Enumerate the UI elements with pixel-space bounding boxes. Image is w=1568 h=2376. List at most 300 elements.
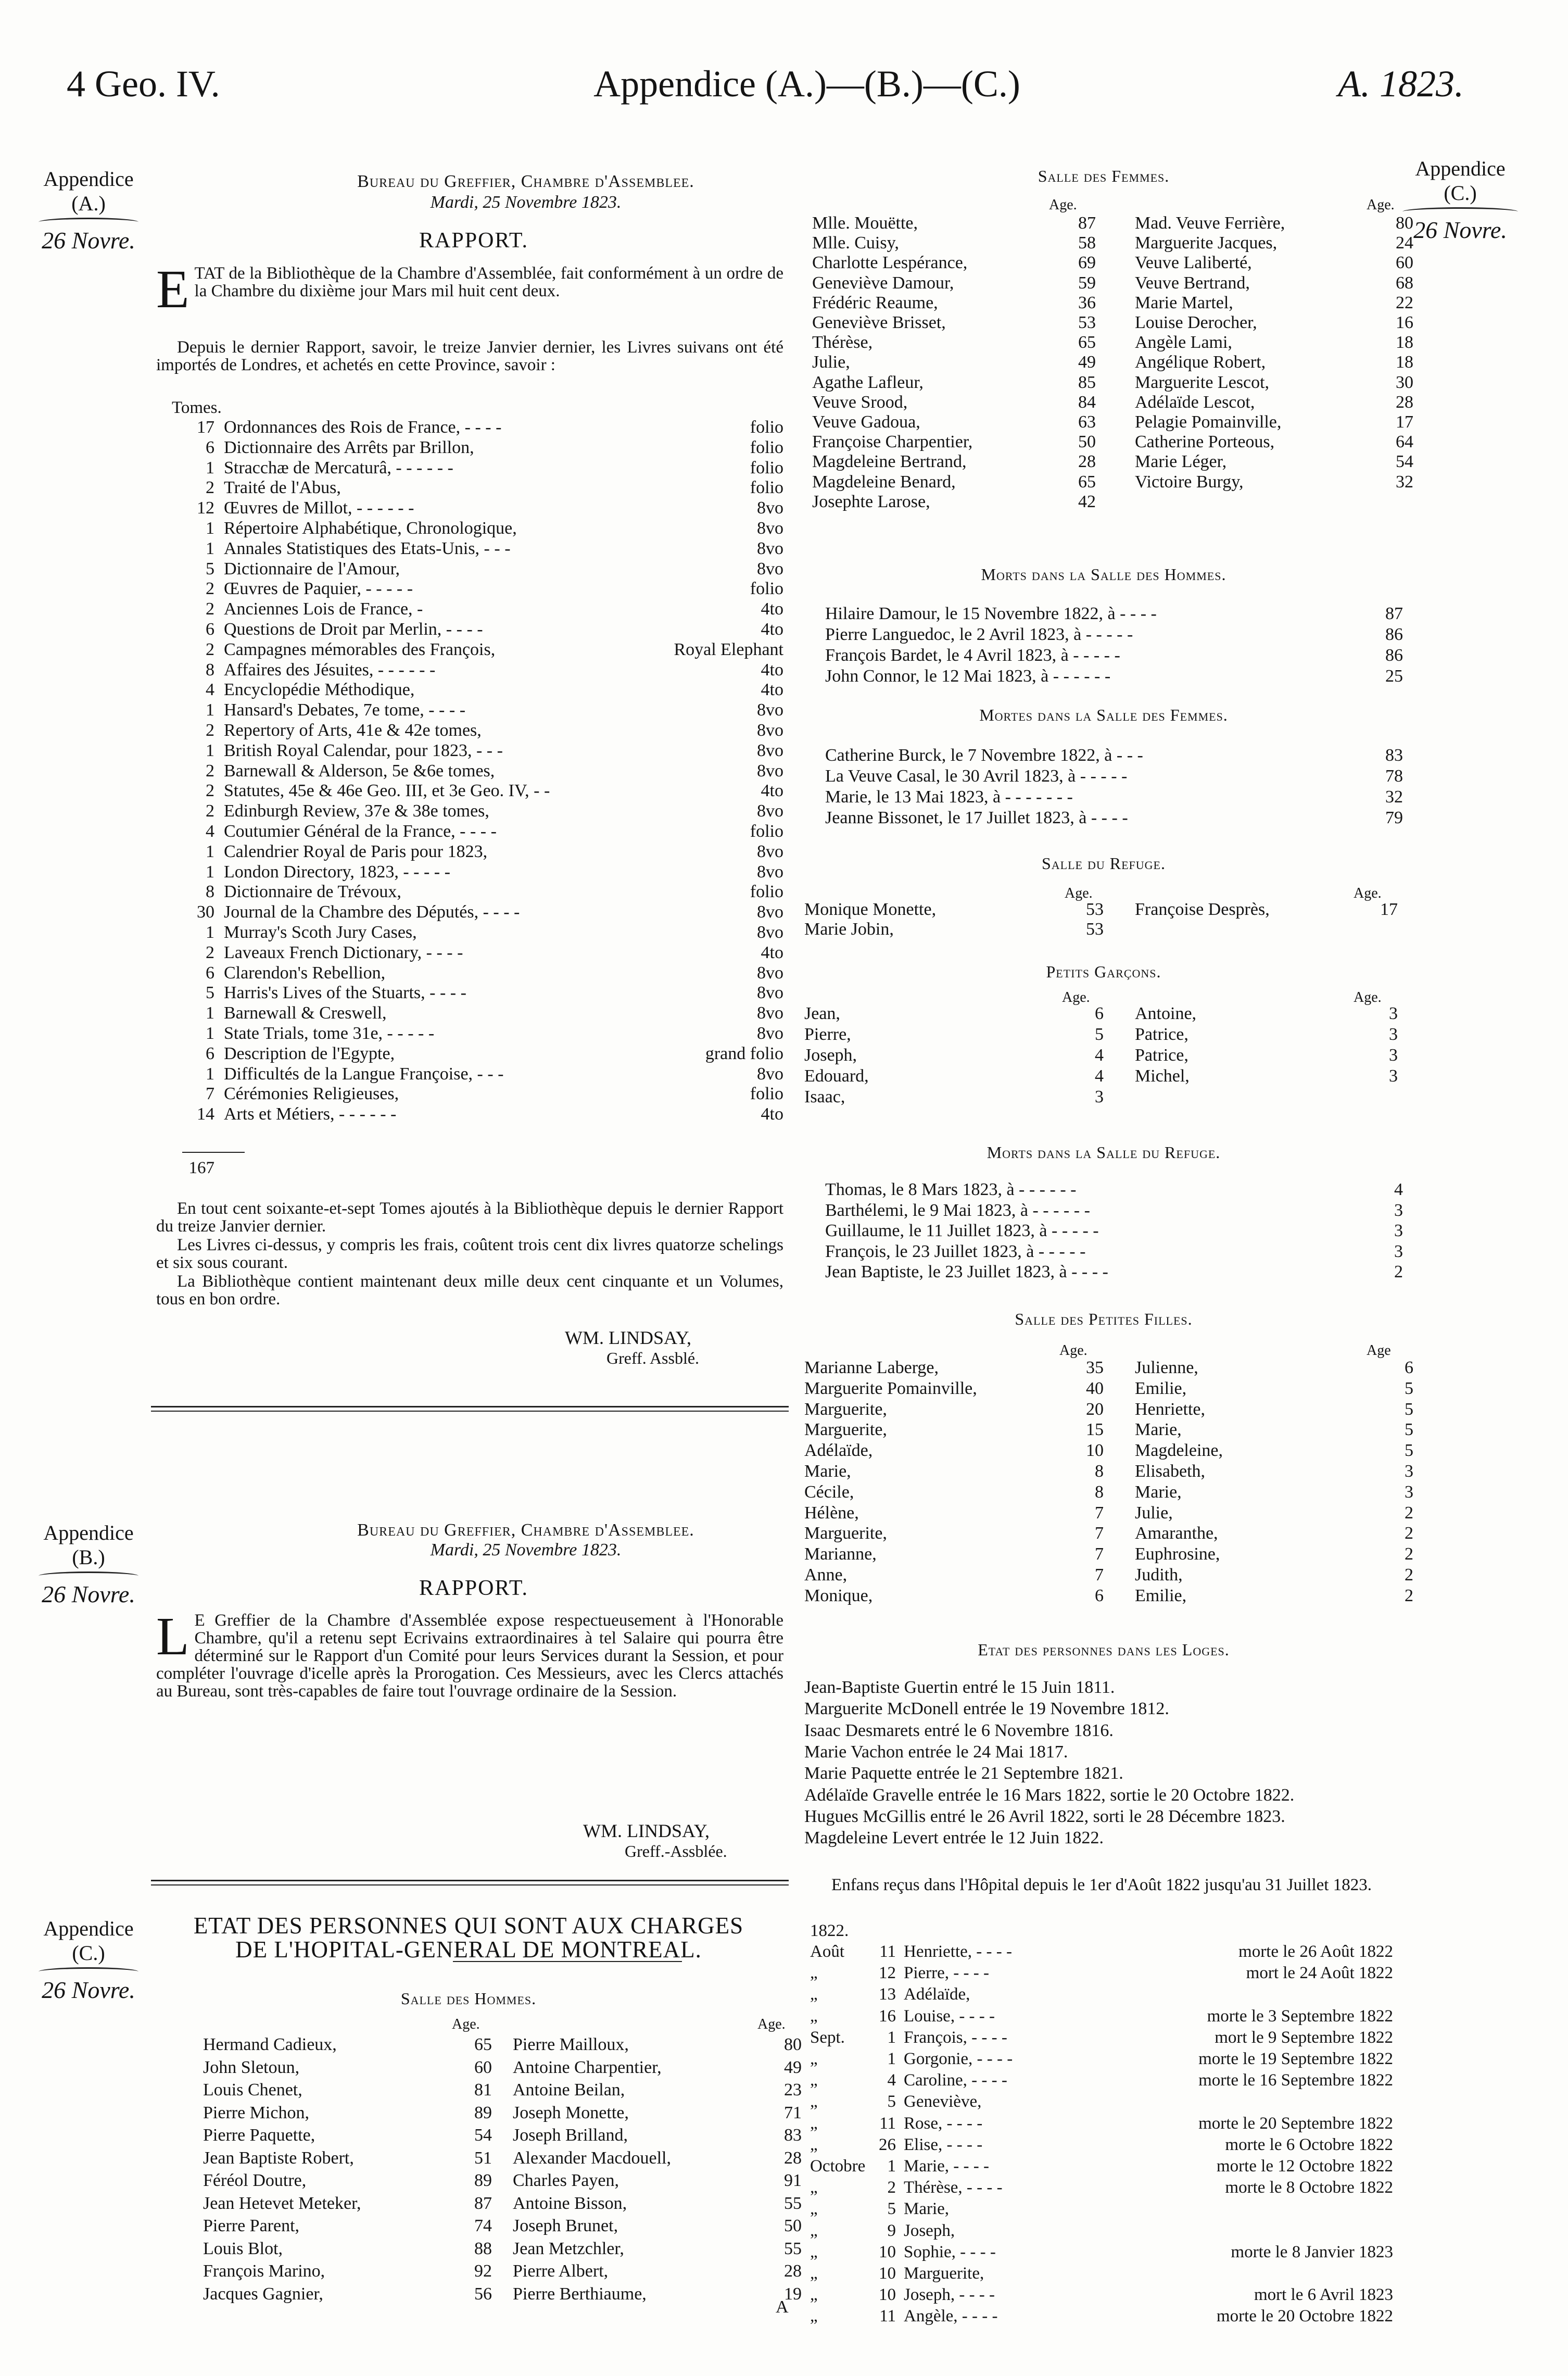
roster-entry	[513, 2148, 802, 2168]
person-age: 10	[1086, 1441, 1104, 1461]
person-age: 80	[784, 2035, 802, 2054]
book-title: British Royal Calendar, pour 1823, - - -	[224, 740, 503, 760]
child-outcome: mort le 6 Avril 1823	[1254, 2285, 1393, 2305]
margin-note-appendix-c-right	[1395, 156, 1525, 244]
loge-entry: Adélaïde Gravelle entrée le 16 Mars 1822, sortie le 20 Octobre 1822.	[804, 1785, 1295, 1805]
enfans-heading: Enfans reçus dans l'Hôpital depuis le 1er d'Août 1822 jusqu'au 31 Juillet 1823.	[831, 1876, 1372, 1894]
person-age: 3	[1405, 1482, 1413, 1502]
roster-entry	[804, 1004, 1104, 1023]
person-name: Victoire Burgy,	[1135, 472, 1244, 492]
person-age: 5	[1095, 1025, 1104, 1044]
person-age: 53	[1086, 900, 1104, 919]
book-row	[182, 478, 783, 498]
person-name: Patrice,	[1135, 1025, 1188, 1044]
person-name: Veuve Gadoua,	[812, 412, 920, 432]
death-entry	[825, 808, 1403, 827]
person-age: 19	[784, 2284, 802, 2304]
book-format: 4to	[761, 942, 783, 962]
person-age: 89	[474, 2171, 492, 2190]
enfant-entry	[810, 2243, 1393, 2264]
person-name: Marie,	[1135, 1420, 1182, 1440]
entry-month: „	[810, 2264, 818, 2283]
roster-entry	[513, 2194, 802, 2213]
person-age: 3	[1405, 1462, 1413, 1481]
book-format: 8vo	[757, 1024, 783, 1043]
book-volume-count: 1	[206, 740, 214, 760]
book-volume-count: 2	[206, 639, 214, 659]
person-age: 55	[784, 2193, 802, 2213]
roster-entry	[812, 333, 1096, 352]
roster-entry	[812, 253, 1096, 272]
person-name: Charles Payen,	[513, 2171, 619, 2190]
total-rule	[182, 1152, 245, 1153]
child-outcome: mort le 9 Septembre 1822	[1215, 2028, 1393, 2047]
enfant-entry	[810, 2028, 1393, 2050]
age-header: Age.	[757, 2016, 786, 2032]
person-name: Monique,	[804, 1586, 873, 1605]
roster-entry	[203, 2216, 492, 2235]
person-name: Mlle. Mouëtte,	[812, 213, 918, 233]
book-title: Murray's Scoth Jury Cases,	[224, 923, 417, 942]
age-header: Age.	[1354, 885, 1382, 901]
child-name: Marie,	[904, 2199, 950, 2219]
person-age: 2	[1405, 1544, 1413, 1564]
roster-entry	[203, 2103, 492, 2122]
person-age: 3	[1389, 1046, 1398, 1065]
roster-entry	[513, 2126, 802, 2145]
enfant-entry	[810, 2071, 1393, 2092]
person-name: Adélaïde,	[804, 1441, 873, 1461]
child-name: Sophie, - - - -	[904, 2242, 996, 2261]
person-name: Marianne,	[804, 1544, 877, 1564]
book-format: 8vo	[757, 700, 783, 720]
book-title: Coutumier Général de la France, - - - -	[224, 822, 497, 841]
death-record: Jeanne Bissonet, le 17 Juillet 1823, à - - - -	[825, 808, 1128, 827]
book-volume-count: 1	[206, 538, 214, 558]
roster-entry	[1135, 1004, 1398, 1023]
enfant-entry	[810, 2114, 1393, 2135]
roster-entry	[1135, 1544, 1413, 1564]
age-header: Age.	[452, 2016, 480, 2032]
book-title: Ordonnances des Rois de France, - - - -	[224, 418, 502, 437]
loge-entry: Hugues McGillis entré le 26 Avril 1822, sorti le 28 Décembre 1823.	[804, 1806, 1285, 1826]
child-name: Marguerite,	[904, 2264, 984, 2283]
person-age: 87	[474, 2193, 492, 2213]
book-title: London Directory, 1823, - - - - -	[224, 862, 450, 882]
entry-month: „	[810, 1985, 818, 2004]
child-outcome: morte le 16 Septembre 1822	[1198, 2071, 1393, 2090]
roster-entry	[1135, 393, 1413, 412]
morts-refuge-heading: Morts dans la Salle du Refuge.	[987, 1143, 1221, 1162]
roster-entry	[203, 2148, 492, 2168]
book-row	[182, 943, 783, 963]
section-a-title: RAPPORT.	[419, 229, 528, 253]
roster-entry	[513, 2058, 802, 2077]
book-row	[182, 599, 783, 619]
roster-entry	[1135, 1025, 1398, 1044]
death-entry	[825, 746, 1403, 765]
child-outcome: morte le 8 Octobre 1822	[1225, 2178, 1393, 2197]
person-age: 69	[1078, 253, 1096, 273]
person-name: Monique Monette,	[804, 900, 937, 919]
book-volume-count: 1	[206, 700, 214, 720]
death-entry	[825, 625, 1403, 644]
book-title: Dictionnaire de l'Amour,	[224, 559, 400, 579]
entry-day: 1	[887, 2157, 896, 2176]
book-row	[182, 741, 783, 761]
person-age: 2	[1405, 1565, 1413, 1585]
book-format: 8vo	[757, 519, 783, 538]
book-format: 4to	[761, 599, 783, 619]
death-record: Marie, le 13 Mai 1823, à - - - - - - -	[825, 787, 1073, 807]
age-at-death: 4	[1394, 1180, 1403, 1199]
roster-entry	[1135, 1358, 1413, 1377]
roster-entry	[203, 2261, 492, 2281]
person-age: 50	[1078, 432, 1096, 452]
enfant-entry	[810, 2135, 1393, 2157]
roster-entry	[203, 2126, 492, 2145]
roster-entry	[804, 1503, 1104, 1523]
brace-mark	[39, 1572, 138, 1580]
person-age: 4	[1095, 1066, 1104, 1086]
entry-day: 11	[879, 2307, 896, 2326]
book-volume-count: 1	[206, 923, 214, 942]
person-name: Marguerite Pomainville,	[804, 1378, 977, 1398]
book-title: Repertory of Arts, 41e & 42e tomes,	[224, 721, 482, 740]
roster-entry	[513, 2171, 802, 2190]
person-age: 15	[1086, 1420, 1104, 1440]
person-age: 60	[474, 2057, 492, 2077]
person-age: 65	[1078, 472, 1096, 492]
book-volume-count: 2	[206, 579, 214, 599]
roster-entry	[804, 900, 1104, 919]
intro-text: E Greffier de la Chambre d'Assemblée expose respectueusement à l'Honorable Chambre, qu'il a retenu sept Ecrivains extraordinaires à tel Salaire qui pourra être déterminé sur le Rapport d'un Comité pour leurs Services durant la Session, et pour compléter l'ouvrage d'icelle après la Prorogation. Ces Messieurs, avec les Clercs attachés au Bureau, sont très-capables de faire tout l'ouvrage ordinaire de la Session.	[156, 1611, 783, 1701]
child-name: Thérèse, - - - -	[904, 2178, 1003, 2197]
age-at-death: 2	[1394, 1262, 1403, 1281]
person-name: Henriette,	[1135, 1399, 1205, 1419]
child-name: Henriette, - - - -	[904, 1942, 1012, 1961]
person-name: Frédéric Reaume,	[812, 293, 938, 312]
age-at-death: 78	[1385, 766, 1403, 786]
person-name: Veuve Srood,	[812, 392, 908, 412]
roster-entry	[804, 1565, 1104, 1585]
roster-entry	[1135, 432, 1413, 451]
section-b-signature-title: Greff.-Assblée.	[625, 1842, 727, 1860]
person-age: 7	[1095, 1544, 1104, 1564]
age-at-death: 83	[1385, 746, 1403, 765]
entry-day: 26	[879, 2135, 896, 2154]
book-format: 8vo	[757, 841, 783, 861]
book-format: folio	[750, 822, 783, 841]
roster-entry	[812, 472, 1096, 492]
brace-mark	[1402, 207, 1518, 216]
roster-entry	[804, 1400, 1104, 1419]
enfant-entry	[810, 2050, 1393, 2071]
child-name: Marie, - - - -	[904, 2157, 990, 2176]
person-age: 91	[784, 2171, 802, 2190]
book-row	[182, 801, 783, 821]
entry-month: „	[810, 2135, 818, 2154]
book-row	[182, 640, 783, 660]
roster-entry	[804, 1358, 1104, 1377]
person-age: 7	[1095, 1503, 1104, 1523]
person-name: Michel,	[1135, 1066, 1190, 1086]
person-age: 60	[1396, 253, 1413, 273]
book-format: 8vo	[757, 721, 783, 740]
person-age: 74	[474, 2216, 492, 2235]
margin-label: Appendice	[43, 1917, 134, 1940]
person-age: 2	[1405, 1586, 1413, 1605]
loge-entry: Isaac Desmarets entré le 6 Novembre 1816.	[804, 1720, 1114, 1740]
book-row	[182, 882, 783, 902]
person-name: Emilie,	[1135, 1586, 1187, 1605]
loge-entry: Marie Paquette entrée le 21 Septembre 1821.	[804, 1764, 1123, 1783]
roster-entry	[1135, 273, 1413, 293]
book-row	[182, 700, 783, 720]
person-name: Geneviève Damour,	[812, 273, 954, 293]
person-age: 23	[784, 2080, 802, 2100]
death-record: Catherine Burck, le 7 Novembre 1822, à - - -	[825, 746, 1143, 765]
book-format: 8vo	[757, 983, 783, 1003]
book-format: 8vo	[757, 740, 783, 760]
book-row	[182, 842, 783, 862]
person-age: 65	[474, 2035, 492, 2054]
roster-entry	[1135, 1066, 1398, 1086]
book-row	[182, 781, 783, 801]
person-name: Julienne,	[1135, 1358, 1198, 1377]
person-age: 80	[1396, 213, 1413, 233]
person-name: Mlle. Cuisy,	[812, 233, 899, 253]
roster-entry	[1135, 233, 1413, 253]
person-age: 3	[1389, 1066, 1398, 1086]
section-divider	[151, 1406, 789, 1407]
entry-day: 4	[887, 2071, 896, 2090]
enfant-entry	[810, 2157, 1393, 2178]
person-name: Marie Martel,	[1135, 293, 1233, 312]
entry-month: „	[810, 2071, 818, 2090]
margin-date: 26 Novre.	[42, 1581, 135, 1607]
entry-month: „	[810, 2242, 818, 2261]
person-age: 28	[784, 2261, 802, 2281]
death-entry	[825, 766, 1403, 786]
person-age: 30	[1396, 372, 1413, 392]
death-record: François, le 23 Juillet 1823, à - - - - -	[825, 1241, 1086, 1261]
entry-day: 2	[887, 2178, 896, 2197]
person-age: 18	[1396, 333, 1413, 353]
person-age: 5	[1405, 1441, 1413, 1461]
book-row	[182, 519, 783, 538]
roster-entry	[513, 2216, 802, 2235]
age-at-death: 79	[1385, 808, 1403, 827]
enfant-entry	[810, 1942, 1393, 1964]
person-name: Antoine,	[1135, 1004, 1197, 1023]
roster-entry	[812, 412, 1096, 432]
person-name: Julie,	[1135, 1503, 1173, 1523]
entry-month: „	[810, 2285, 818, 2305]
book-title: Harris's Lives of the Stuarts, - - - -	[224, 983, 466, 1003]
enfant-entry	[810, 2307, 1393, 2328]
death-entry	[825, 1242, 1403, 1261]
enfant-entry	[810, 1985, 1393, 2006]
person-age: 68	[1396, 273, 1413, 293]
roster-entry	[812, 273, 1096, 293]
book-format: 8vo	[757, 559, 783, 579]
child-outcome: morte le 6 Octobre 1822	[1225, 2135, 1393, 2154]
person-name: Marie Jobin,	[804, 920, 894, 939]
book-volume-count: 2	[206, 781, 214, 801]
book-volume-count: 12	[197, 498, 214, 518]
book-row	[182, 1044, 783, 1064]
book-volume-count: 14	[197, 1104, 214, 1124]
roster-entry	[513, 2080, 802, 2100]
person-name: Pierre,	[804, 1025, 851, 1044]
book-row	[182, 983, 783, 1003]
age-at-death: 3	[1394, 1221, 1403, 1240]
person-name: Emilie,	[1135, 1378, 1187, 1398]
book-format: 8vo	[757, 538, 783, 558]
entry-day: 16	[879, 2006, 896, 2026]
person-age: 6	[1095, 1586, 1104, 1605]
roster-entry	[804, 1462, 1104, 1481]
age-at-death: 86	[1385, 625, 1403, 644]
loge-entry: Marie Vachon entrée le 24 Mai 1817.	[804, 1742, 1068, 1762]
book-row	[182, 1024, 783, 1044]
book-volume-count: 8	[206, 660, 214, 680]
book-row	[182, 438, 783, 458]
intro-text: TAT de la Bibliothèque de la Chambre d'Assemblée, fait conformément à un ordre de la Chambre du dixième jour Mars mil huit cent deux.	[194, 264, 783, 300]
person-age: 88	[474, 2239, 492, 2258]
child-outcome: morte le 12 Octobre 1822	[1216, 2157, 1393, 2176]
roster-entry	[513, 2261, 802, 2281]
person-age: 65	[1078, 333, 1096, 353]
death-entry	[825, 1201, 1403, 1220]
person-name: Agathe Lafleur,	[812, 372, 924, 392]
book-row	[182, 1064, 783, 1084]
book-title: Barnewall & Creswell,	[224, 1003, 387, 1023]
person-name: Cécile,	[804, 1482, 854, 1502]
book-volume-count: 2	[206, 761, 214, 781]
book-row	[182, 660, 783, 680]
death-entry	[825, 1180, 1403, 1199]
person-age: 63	[1078, 412, 1096, 432]
entry-day: 11	[879, 1942, 896, 1961]
roster-entry	[812, 452, 1096, 471]
book-format: 8vo	[757, 902, 783, 922]
book-title: Arts et Métiers, - - - - - -	[224, 1104, 397, 1124]
person-age: 84	[1078, 392, 1096, 412]
roster-entry	[513, 2035, 802, 2054]
section-a-signature-title: Greff. Assblé.	[606, 1349, 700, 1367]
person-age: 49	[1078, 353, 1096, 372]
person-name: Thérèse,	[812, 333, 873, 353]
roster-entry	[804, 920, 1104, 939]
death-record: Pierre Languedoc, le 2 Avril 1823, à - - - - -	[825, 625, 1133, 644]
roster-entry	[804, 1066, 1104, 1086]
book-row	[182, 822, 783, 841]
person-name: Edouard,	[804, 1066, 869, 1086]
book-volume-count: 5	[206, 559, 214, 579]
book-format: Royal Elephant	[674, 639, 783, 659]
person-name: Pierre Albert,	[513, 2261, 609, 2281]
book-row	[182, 761, 783, 781]
person-age: 5	[1405, 1378, 1413, 1398]
person-age: 3	[1095, 1087, 1104, 1107]
roster-entry	[1135, 293, 1413, 312]
person-name: Joseph Brunet,	[513, 2216, 618, 2235]
roster-entry	[1135, 373, 1413, 392]
roster-entry	[1135, 1565, 1413, 1585]
book-format: 8vo	[757, 761, 783, 781]
roster-entry	[1135, 1462, 1413, 1481]
book-volume-count: 2	[206, 801, 214, 821]
person-age: 89	[474, 2103, 492, 2122]
age-at-death: 25	[1385, 667, 1403, 686]
header-appendix-title: Appendice (A.)—(B.)—(C.)	[593, 63, 1020, 105]
roster-entry	[812, 432, 1096, 451]
person-name: Josephte Larose,	[812, 492, 930, 511]
catchword: A	[776, 2297, 789, 2317]
book-row	[182, 458, 783, 478]
person-name: Marguerite,	[804, 1399, 887, 1419]
roster-entry	[804, 1586, 1104, 1605]
person-age: 8	[1095, 1462, 1104, 1481]
person-name: Veuve Bertrand,	[1135, 273, 1250, 293]
book-title: Répertoire Alphabétique, Chronologique,	[224, 519, 517, 538]
book-row	[182, 1003, 783, 1023]
death-entry	[825, 787, 1403, 807]
person-name: Pierre Parent,	[203, 2216, 300, 2235]
person-name: Pelagie Pomainville,	[1135, 412, 1282, 432]
book-title: Anciennes Lois de France, -	[224, 599, 423, 619]
person-name: Louise Derocher,	[1135, 313, 1257, 332]
person-age: 17	[1380, 900, 1398, 919]
book-format: 8vo	[757, 923, 783, 942]
entry-day: 9	[887, 2221, 896, 2240]
book-volume-count: 5	[206, 983, 214, 1003]
entry-month: Octobre	[810, 2157, 866, 2176]
section-c-title-line2: DE L'HOPITAL-GENERAL DE MONTREAL.	[235, 1937, 702, 1963]
book-title: Dictionnaire des Arrêts par Brillon,	[224, 437, 474, 457]
salle-hommes-heading: Salle des Hommes.	[400, 1989, 537, 2008]
roster-entry	[1135, 412, 1413, 432]
book-volume-count: 1	[206, 1064, 214, 1084]
section-divider	[151, 1880, 789, 1881]
book-title: Annales Statistiques des Etats-Unis, - - -	[224, 538, 511, 558]
child-name: Joseph,	[904, 2221, 955, 2240]
roster-entry	[203, 2284, 492, 2304]
book-title: Encyclopédie Méthodique,	[224, 680, 415, 700]
child-name: Adélaïde,	[904, 1985, 970, 2004]
book-format: folio	[750, 437, 783, 457]
entry-month: „	[810, 2199, 818, 2219]
person-name: Pierre Berthiaume,	[513, 2284, 647, 2304]
person-name: Charlotte Lespérance,	[812, 253, 968, 273]
age-header: Age	[1367, 1342, 1391, 1359]
salle-femmes-heading: Salle des Femmes.	[1038, 167, 1170, 185]
death-entry	[825, 646, 1403, 665]
book-format: grand folio	[705, 1044, 783, 1063]
roster-entry	[1135, 1586, 1413, 1605]
entry-month: „	[810, 2114, 818, 2133]
person-age: 17	[1396, 412, 1413, 432]
book-title: Clarendon's Rebellion,	[224, 963, 386, 983]
person-age: 49	[784, 2057, 802, 2077]
enfant-entry	[810, 2092, 1393, 2114]
section-b-intro	[156, 1606, 783, 1701]
entry-day: 11	[879, 2114, 896, 2133]
entry-month: „	[810, 2307, 818, 2326]
book-volume-count: 1	[206, 519, 214, 538]
